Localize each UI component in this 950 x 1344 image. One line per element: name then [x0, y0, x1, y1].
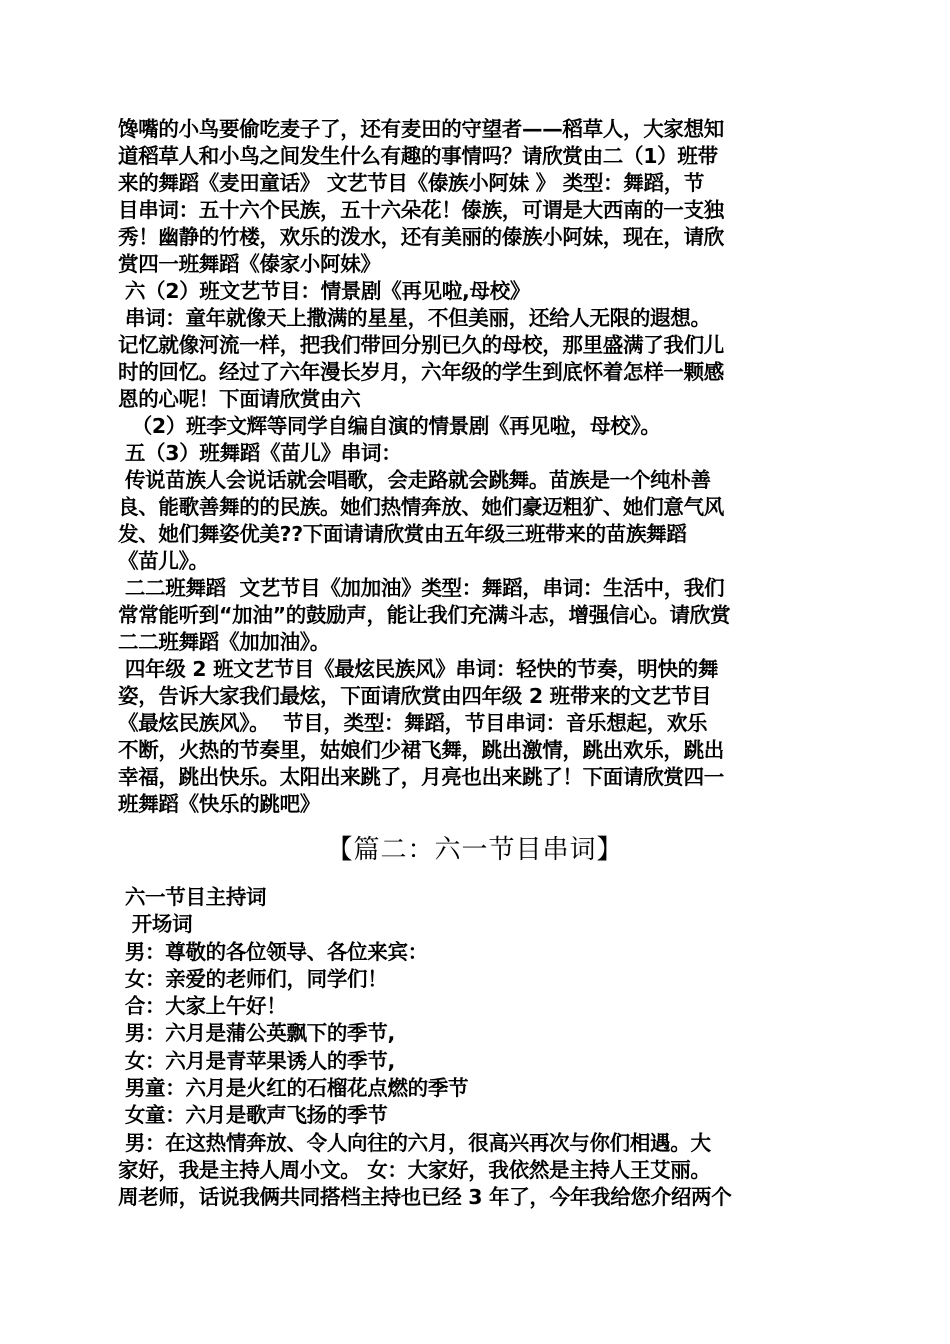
- text-line: 男：尊敬的各位领导、各位来宾：: [118, 939, 428, 964]
- text-line: 时的回忆。经过了六年漫长岁月，六年级的学生到底怀着怎样一颗感: [118, 360, 724, 384]
- text-line: 六一节目主持词: [118, 885, 267, 909]
- text-line: 《最炫民族风》。 节目，类型：舞蹈，节目串词：音乐想起，欢乐: [118, 711, 708, 735]
- text-line: 男：在这热情奔放、令人向往的六月，很高兴再次与你们相遇。大: [118, 1130, 711, 1155]
- text-line: 来的舞蹈《麦田童话》 文艺节目《傣族小阿妹 》 类型：舞蹈，节: [118, 171, 705, 195]
- text-line: 姿，告诉大家我们最炫，下面请欣赏由四年级 2 班带来的文艺节目: [118, 684, 712, 708]
- text-line: 恩的心呢！下面请欣赏由六: [118, 387, 361, 411]
- text-line: 发、她们舞姿优美??下面请请欣赏由五年级三班带来的苗族舞蹈: [118, 522, 687, 546]
- text-line: 周老师，话说我俩共同搭档主持也已经 3 年了，今年我给您介绍两个: [118, 1185, 732, 1210]
- text-line: 五（3）班舞蹈《苗儿》串词：: [118, 441, 402, 465]
- text-line: 赏四一班舞蹈《傣家小阿妹》: [118, 252, 381, 276]
- text-line: 串词：童年就像天上撒满的星星，不但美丽，还给人无限的遐想。: [118, 306, 711, 330]
- text-line: 《苗儿》。: [118, 549, 209, 573]
- text-line: 女：亲爱的老师们，同学们！: [118, 966, 388, 991]
- text-line: 馋嘴的小鸟要偷吃麦子了，还有麦田的守望者——稻草人，大家想知: [118, 117, 724, 141]
- text-line: 开场词: [118, 912, 193, 937]
- text-line: 男童：六月是火红的石榴花点燃的季节: [118, 1076, 469, 1101]
- host-script-block: [118, 884, 834, 1212]
- text-line: 传说苗族人会说话就会唱歌，会走路就会跳舞。苗族是一个纯朴善: [118, 468, 711, 492]
- program-script-block: [118, 116, 834, 818]
- text-line: 二二班舞蹈《加加油》。: [118, 630, 330, 654]
- text-line: 二二班舞蹈 文艺节目《加加油》类型：舞蹈，串词：生活中，我们: [118, 576, 725, 600]
- text-line: 道稻草人和小鸟之间发生什么有趣的事情吗？请欣赏由二（1）班带: [118, 144, 718, 168]
- text-line: （2）班李文辉等同学自编自演的情景剧《再见啦，母校》。: [118, 414, 661, 438]
- section-heading: 【篇二：六一节目串词】: [326, 835, 624, 865]
- text-line: 记忆就像河流一样，把我们带回分别已久的母校，那里盛满了我们儿: [118, 333, 724, 357]
- text-line: 四年级 2 班文艺节目《最炫民族风》串词：轻快的节奏，明快的舞: [118, 657, 719, 681]
- text-line: 不断，火热的节奏里，姑娘们少裙飞舞，跳出激情，跳出欢乐，跳出: [118, 738, 724, 762]
- text-line: 良、能歌善舞的的民族。她们热情奔放、她们豪迈粗犷、她们意气风: [118, 495, 724, 519]
- text-line: 家好，我是主持人周小文。 女：大家好，我依然是主持人王艾丽。: [118, 1157, 711, 1182]
- text-line: 女：六月是青苹果诱人的季节,: [118, 1048, 395, 1073]
- text-line: 六（2）班文艺节目：情景剧《再见啦,母校》: [118, 279, 531, 303]
- text-line: 常常能听到“加油”的鼓励声，能让我们充满斗志，增强信心。请欣赏: [118, 603, 731, 627]
- text-line: 女童：六月是歌声飞扬的季节: [118, 1103, 388, 1128]
- text-line: 秀！幽静的竹楼，欢乐的泼水，还有美丽的傣族小阿妹，现在，请欣: [118, 225, 724, 249]
- text-line: 幸福，跳出快乐。太阳出来跳了，月亮也出来跳了！下面请欣赏四一: [118, 765, 724, 789]
- text-line: 男：六月是蒲公英飘下的季节,: [118, 1021, 395, 1046]
- text-line: 合：大家上午好！: [118, 994, 287, 1019]
- text-line: 班舞蹈《快乐的跳吧》: [118, 792, 320, 816]
- text-line: 目串词：五十六个民族，五十六朵花！傣族，可谓是大西南的一支独: [118, 198, 724, 222]
